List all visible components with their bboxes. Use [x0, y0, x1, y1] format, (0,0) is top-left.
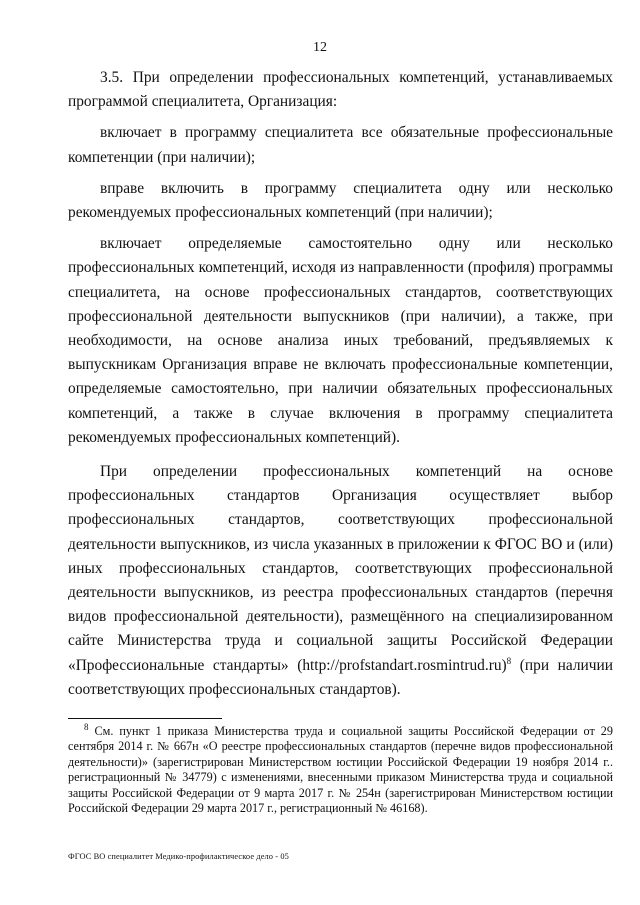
footnote-text: См. пункт 1 приказа Министерства труда и социальной защиты Российской Федерации от 29 сентября 2014 г. № 667н «О реестре профессиональных стандартов (перечне видов профессиональной деятельности)» (зарегистрирован Министерством юстиции Российской Федерации 19 ноября 2014 г.. регистрационный № 34779) с изменениями, внесенными приказом Министерства труда и социальной защиты Российской Федерации от 9 марта 2017 г. № 254н (зарегистрирован Министерством юстиции Российской Федерации 29 марта 2017 г., регистрационный № 46168). — [68, 724, 613, 816]
page-footer: ФГОС ВО специалитет Медико-профилактическое дело - 05 — [68, 852, 289, 861]
paragraph-professional-standards-tail: (при наличии соответствующих профессиональных стандартов). — [68, 656, 613, 698]
body-text — [68, 66, 613, 702]
page-number: 12 — [313, 40, 327, 55]
paragraph-professional-standards — [68, 460, 613, 702]
footnote-separator — [68, 718, 222, 719]
footnote-marker: 8 — [84, 721, 89, 732]
paragraph-professional-standards-text: При определении профессиональных компетенций на основе профессиональных стандартов Организация осуществляет выбор профессиональных стандартов, соответствующих профессиональной деятельности выпускников, из числа указанных в приложении к ФГОС ВО и (или) иных профессиональных стандартов, соответствующих профессиональной деятельности выпускников, из реестра профессиональных стандартов (перечня видов профессиональной деятельности), размещённого на специализированном сайте Министерства труда и социальной защиты Российской Федерации «Профессиональные стандарты» (http://profstandart.rosmintrud.ru) — [68, 463, 613, 674]
footnote-reference: 8 — [506, 655, 512, 666]
footnote-8 — [68, 721, 613, 816]
paragraph-mandatory-competencies: включает в программу специалитета все обязательные профессиональные компетенции (при наличии); — [68, 124, 613, 166]
footnote — [68, 721, 613, 816]
paragraph-3-5: 3.5. При определении профессиональных компетенций, устанавливаемых программой специалитета, Организация: — [68, 69, 613, 111]
paragraph-recommended-competencies: вправе включить в программу специалитета одну или несколько рекомендуемых профессиональных компетенций (при наличии); — [68, 179, 613, 222]
paragraph-self-defined-competencies: включает определяемые самостоятельно одну или несколько профессиональных компетенций, исходя из направленности (профиля) программы специалитета, на основе профессиональных стандартов, соответствующих профессиональной деятельности выпускников (при наличии), а также, при необходимости, на основе анализа иных требований, предъявляемых к выпускникам Организация вправе не включать профессиональные компетенции, определяемые самостоятельно, при наличии обязательных профессиональных компетенций, а также в случае включения в программу специалитета рекомендуемых профессиональных компетенций). — [68, 235, 613, 446]
